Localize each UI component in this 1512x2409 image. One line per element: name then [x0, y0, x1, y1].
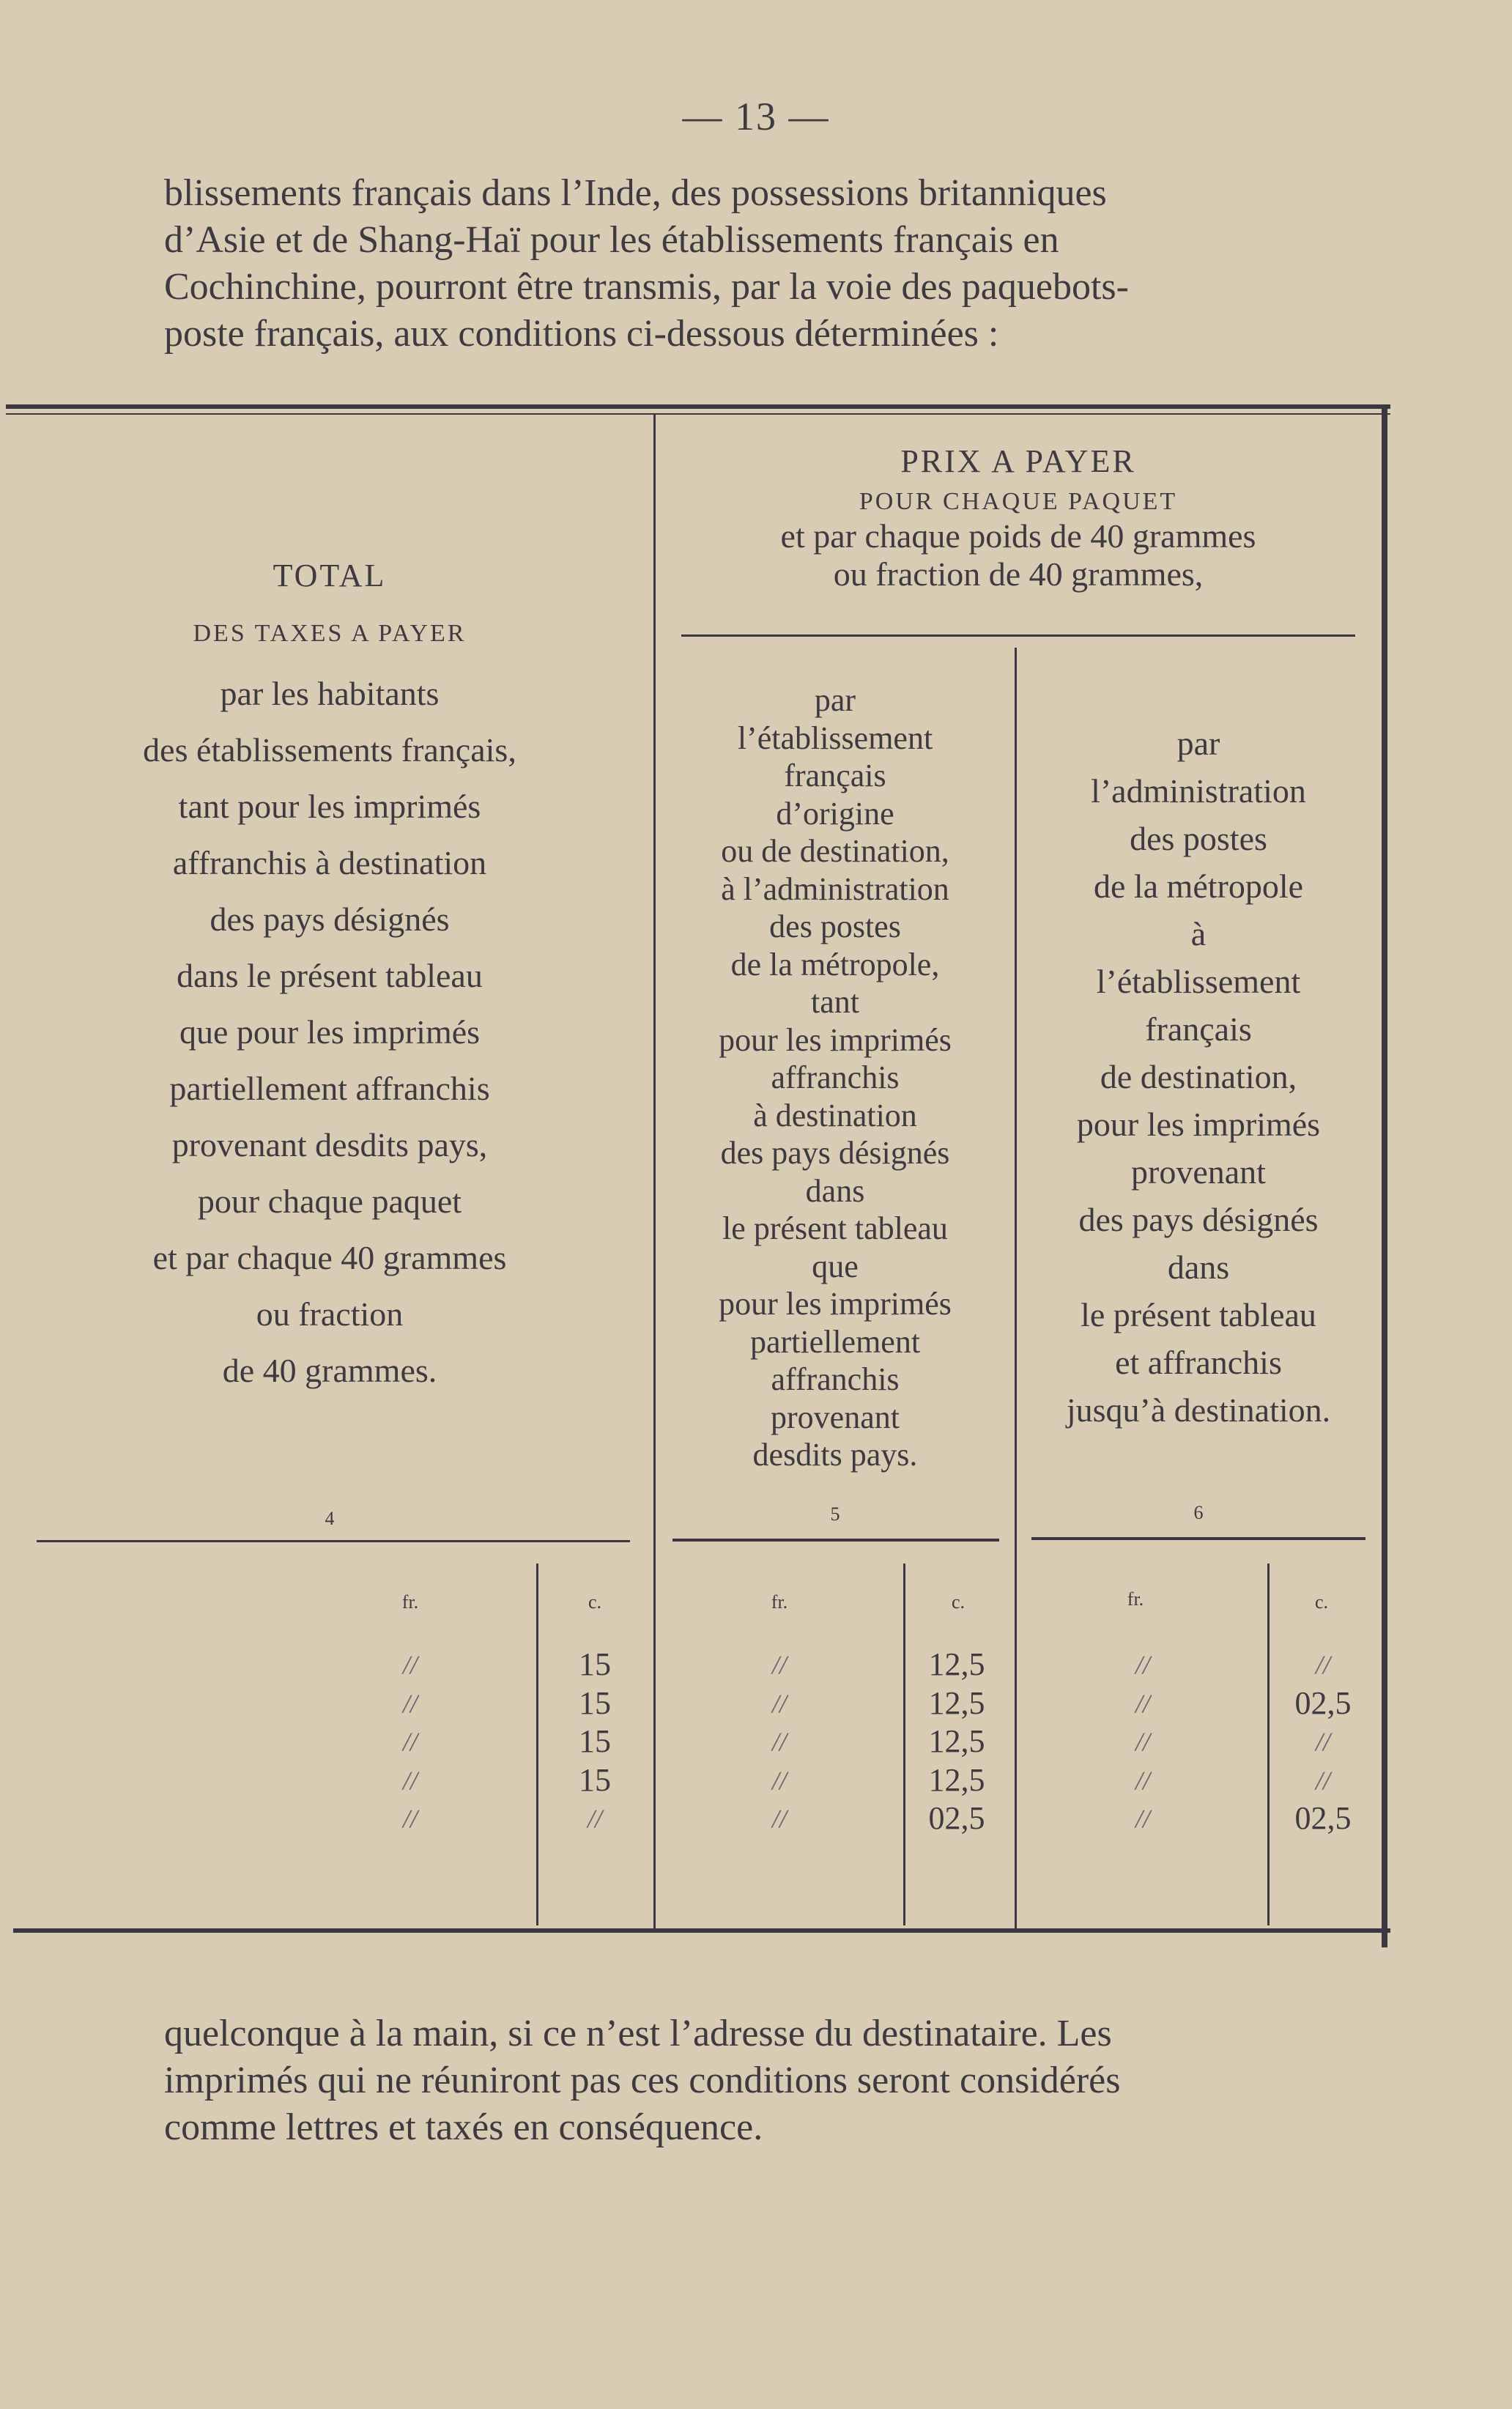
- col4-line: tant pour les imprimés: [178, 788, 481, 825]
- col4-line: pour chaque paquet: [197, 1183, 462, 1220]
- col4-unit-fr: fr.: [401, 1591, 419, 1613]
- col4-line: partiellement affranchis: [169, 1070, 490, 1107]
- table-cell: 12,5: [928, 1684, 985, 1721]
- table-cell: 12,5: [928, 1723, 985, 1759]
- col4-number-rule: [37, 1540, 630, 1542]
- col6-unit-c: c.: [1314, 1591, 1329, 1613]
- col5-c-values: [905, 1646, 1008, 1838]
- col5-line: affranchis: [771, 1361, 900, 1397]
- table-top-rule: [6, 404, 1390, 409]
- col4-line: que pour les imprimés: [179, 1013, 481, 1051]
- prix-title: PRIX A PAYER: [900, 443, 1136, 479]
- top-paragraph: [164, 170, 1395, 358]
- col5-description: [659, 681, 1011, 1474]
- table-top-rule-thin: [6, 413, 1390, 415]
- col6-fr-values: [1099, 1646, 1187, 1838]
- table-cell: //: [1135, 1804, 1150, 1833]
- col5-line: français: [784, 758, 886, 793]
- col5-unit-fr: fr.: [771, 1591, 788, 1613]
- table-cell: //: [1135, 1727, 1150, 1756]
- col6-line: de la métropole: [1093, 867, 1304, 905]
- table-cell: //: [771, 1688, 787, 1718]
- table-cell: 02,5: [1294, 1800, 1352, 1836]
- table-cell: //: [1315, 1765, 1330, 1795]
- col6-line: des pays désignés: [1078, 1201, 1319, 1238]
- col6-line: provenant: [1131, 1153, 1266, 1191]
- col5-line: à destination: [753, 1097, 917, 1133]
- table-cell: //: [402, 1727, 418, 1756]
- paragraph-line: Cochinchine, pourront être transmis, par la voie des paquebots-: [164, 266, 1129, 308]
- col5-line: ou de destination,: [721, 833, 949, 869]
- col5-line: provenant: [771, 1399, 900, 1435]
- col5-fr-values: [735, 1646, 823, 1838]
- col4-line: de 40 grammes.: [222, 1352, 437, 1389]
- col6-line: des postes: [1130, 820, 1267, 857]
- col4-right-divider: [653, 415, 656, 1930]
- col6-line: le présent tableau: [1081, 1296, 1316, 1333]
- col5-line: que: [812, 1248, 859, 1284]
- paragraph-line: quelconque à la main, si ce n’est l’adresse du destinataire. Les: [164, 2013, 1112, 2054]
- prix-line: ou fraction de 40 grammes,: [833, 555, 1204, 593]
- col5-line: affranchis: [771, 1059, 900, 1095]
- table-cell: //: [1135, 1688, 1150, 1718]
- table-cell: 02,5: [1294, 1684, 1352, 1721]
- col5-line: de la métropole,: [730, 946, 940, 983]
- prix-header-rule: [681, 634, 1355, 637]
- col6-line: français: [1145, 1010, 1252, 1048]
- prix-subtitle: POUR CHAQUE PAQUET: [859, 488, 1178, 515]
- table-cell: //: [1315, 1727, 1330, 1756]
- col6-line: l’administration: [1091, 772, 1306, 810]
- paragraph-line: imprimés qui ne réuniront pas ces conditions seront considérés: [164, 2060, 1121, 2101]
- col6-line: pour les imprimés: [1076, 1106, 1321, 1143]
- col5-line: à l’administration: [721, 870, 949, 907]
- table-cell: //: [1315, 1650, 1330, 1679]
- col4-line: des établissements français,: [143, 731, 516, 769]
- col6-line: de destination,: [1100, 1058, 1297, 1095]
- paragraph-line: poste français, aux conditions ci-dessous déterminées :: [164, 313, 999, 355]
- table-cell: //: [402, 1765, 418, 1795]
- col4-line: par les habitants: [220, 675, 440, 712]
- col6-number: 6: [1193, 1502, 1204, 1523]
- col6-line: par: [1176, 725, 1220, 762]
- col4-unit-divider: [536, 1564, 538, 1925]
- col6-c-values: [1272, 1646, 1374, 1838]
- table-cell: //: [771, 1765, 787, 1795]
- prix-line: et par chaque poids de 40 grammes: [780, 517, 1256, 555]
- col5-line: par: [814, 682, 856, 718]
- table-cell: 02,5: [928, 1800, 985, 1836]
- table-cell: 12,5: [928, 1646, 985, 1682]
- col6-line: l’établissement: [1096, 963, 1301, 1000]
- page-number: — 13 —: [682, 95, 830, 138]
- table-cell: 15: [579, 1723, 611, 1759]
- table-cell: //: [771, 1727, 787, 1756]
- col4-number: 4: [325, 1508, 335, 1529]
- col6-line: à: [1190, 915, 1207, 952]
- table-cell: //: [1135, 1650, 1150, 1679]
- col5-line: des pays désignés: [720, 1135, 950, 1171]
- col5-line: d’origine: [776, 795, 894, 832]
- paragraph-line: d’Asie et de Shang-Haï pour les établissements français en: [164, 219, 1059, 261]
- col5-line: tant: [811, 984, 859, 1020]
- col5-line: desdits pays.: [752, 1437, 918, 1473]
- col4-subtitle: DES TAXES A PAYER: [193, 620, 467, 647]
- col4-line: provenant desdits pays,: [171, 1126, 488, 1163]
- table-cell: //: [587, 1804, 602, 1833]
- col5-line: pour les imprimés: [719, 1021, 952, 1058]
- col5-line: des postes: [769, 909, 901, 944]
- col4-description: [29, 665, 630, 1399]
- table-right-border: [1382, 409, 1387, 1947]
- col6-line: dans: [1167, 1248, 1230, 1286]
- col4-fr-values: [366, 1646, 454, 1838]
- col4-unit-c: c.: [588, 1591, 602, 1613]
- col6-unit-divider: [1267, 1564, 1270, 1925]
- col5-number: 5: [830, 1503, 840, 1525]
- col6-description: [1020, 719, 1377, 1434]
- table-cell: 15: [579, 1684, 611, 1721]
- prix-description: [659, 517, 1377, 593]
- col4-line: affranchis à destination: [172, 844, 487, 881]
- col5-unit-c: c.: [951, 1591, 966, 1613]
- col4-c-values: [551, 1646, 639, 1838]
- col4-line: ou fraction: [256, 1295, 404, 1333]
- table-cell: 15: [579, 1646, 611, 1682]
- col5-number-rule: [672, 1539, 999, 1542]
- col5-line: le présent tableau: [722, 1210, 948, 1246]
- col6-line: jusqu’à destination.: [1066, 1391, 1331, 1429]
- col4-line: des pays désignés: [210, 900, 450, 938]
- col4-line: dans le présent tableau: [177, 957, 483, 994]
- table-cell: //: [771, 1650, 787, 1679]
- table-cell: 12,5: [928, 1761, 985, 1798]
- table-cell: //: [402, 1650, 418, 1679]
- bottom-paragraph: [164, 2010, 1395, 2151]
- table-cell: 15: [579, 1761, 611, 1798]
- col4-title: TOTAL: [273, 558, 387, 593]
- col6-unit-fr: fr.: [1127, 1588, 1144, 1610]
- col5-line: partiellement: [749, 1323, 921, 1360]
- table-cell: //: [402, 1688, 418, 1718]
- col5-line: l’établissement: [737, 719, 933, 756]
- col6-line: et affranchis: [1115, 1344, 1282, 1381]
- paragraph-line: blissements français dans l’Inde, des possessions britanniques: [164, 172, 1107, 214]
- table-cell: //: [771, 1804, 787, 1833]
- col5-right-divider: [1015, 648, 1017, 1930]
- paragraph-line: comme lettres et taxés en conséquence.: [164, 2106, 763, 2148]
- table-cell: //: [402, 1804, 418, 1833]
- col5-line: dans: [805, 1172, 865, 1209]
- col6-number-rule: [1031, 1537, 1365, 1540]
- table-bottom-rule: [13, 1928, 1390, 1933]
- table-cell: //: [1135, 1765, 1150, 1795]
- col4-line: et par chaque 40 grammes: [152, 1239, 507, 1276]
- col5-line: pour les imprimés: [719, 1286, 952, 1322]
